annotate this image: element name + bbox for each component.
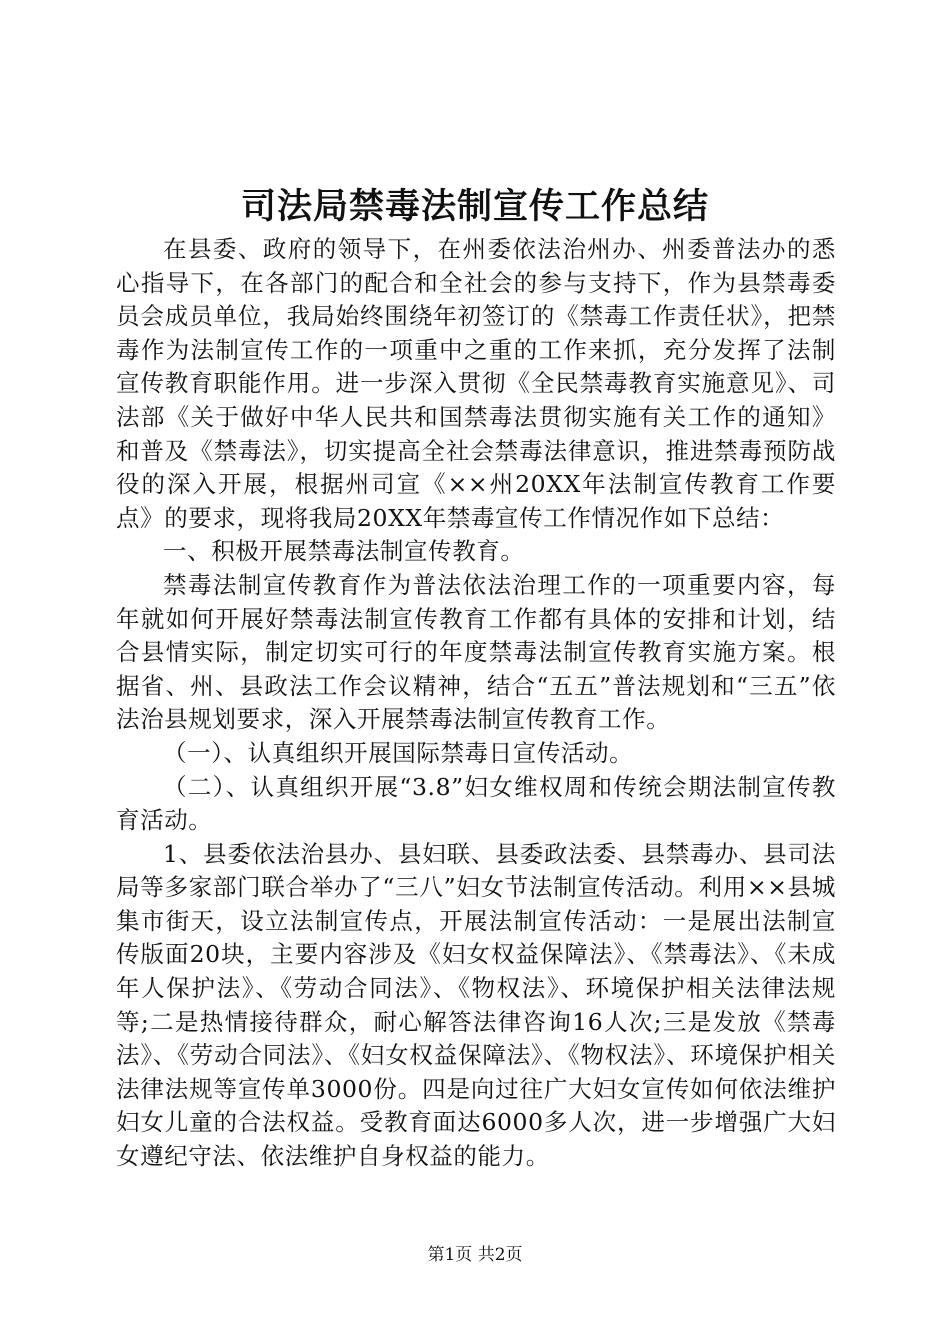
section-heading-1: 一、积极开展禁毒法制宣传教育。: [163, 537, 525, 566]
paragraph-section-1: 禁毒法制宣传教育作为普法依法治理工作的一项重要内容，每年就如何开展好禁毒法制宣传教育工作都有具体的安排和计划，结合县情实际，制定切实可行的年度禁毒法制宣传教育实施方案。根据省、州、县政法工作会议精神，结合“五五”普法规划和“三五”依法治县规划要求，深入开展禁毒法制宣传教育工作。: [116, 570, 836, 734]
document-title: 司法局禁毒法制宣传工作总结: [240, 186, 709, 227]
subsection-heading-2: （二）、认真组织开展“3.8”妇女维权周和传统会期法制宣传教育活动。: [116, 772, 836, 835]
paragraph-item-1: 1、县委依法治县办、县妇联、县委政法委、县禁毒办、县司法局等多家部门联合举办了“三八”妇女节法制宣传活动。利用××县城集市街天，设立法制宣传点，开展法制宣传活动：一是展出法制宣传版面20块，主要内容涉及《妇女权益保障法》、《禁毒法》、《未成年人保护法》、《劳动合同法》、《物权法》、环境保护相关法律法规等;二是热情接待群众，耐心解答法律咨询16人次;三是发放《禁毒法》、《劳动合同法》、《妇女权益保障法》、《物权法》、环境保护相关法律法规等宣传单3000份。四是向过往广大妇女宣传如何依法维护妇女儿童的合法权益。受教育面达6000多人次，进一步增强广大妇女遵纪守法、依法维护自身权益的能力。: [116, 839, 836, 1171]
document-body: [116, 233, 836, 1174]
page-footer: 第1页 共2页: [427, 1245, 523, 1265]
subsection-heading-1: （一）、认真组织开展国际禁毒日宣传活动。: [163, 738, 634, 767]
paragraph-intro: 在县委、政府的领导下，在州委依法治州办、州委普法办的悉心指导下，在各部门的配合和全社会的参与支持下，作为县禁毒委员会成员单位，我局始终围绕年初签订的《禁毒工作责任状》，把禁毒作为法制宣传工作的一项重中之重的工作来抓，充分发挥了法制宣传教育职能作用。进一步深入贯彻《全民禁毒教育实施意见》、司法部《关于做好中华人民共和国禁毒法贯彻实施有关工作的通知》和普及《禁毒法》，切实提高全社会禁毒法律意识，推进禁毒预防战役的深入开展，根据州司宣《××州20XX年法制宣传教育工作要点》的要求，现将我局20XX年禁毒宣传工作情况作如下总结：: [116, 235, 836, 532]
